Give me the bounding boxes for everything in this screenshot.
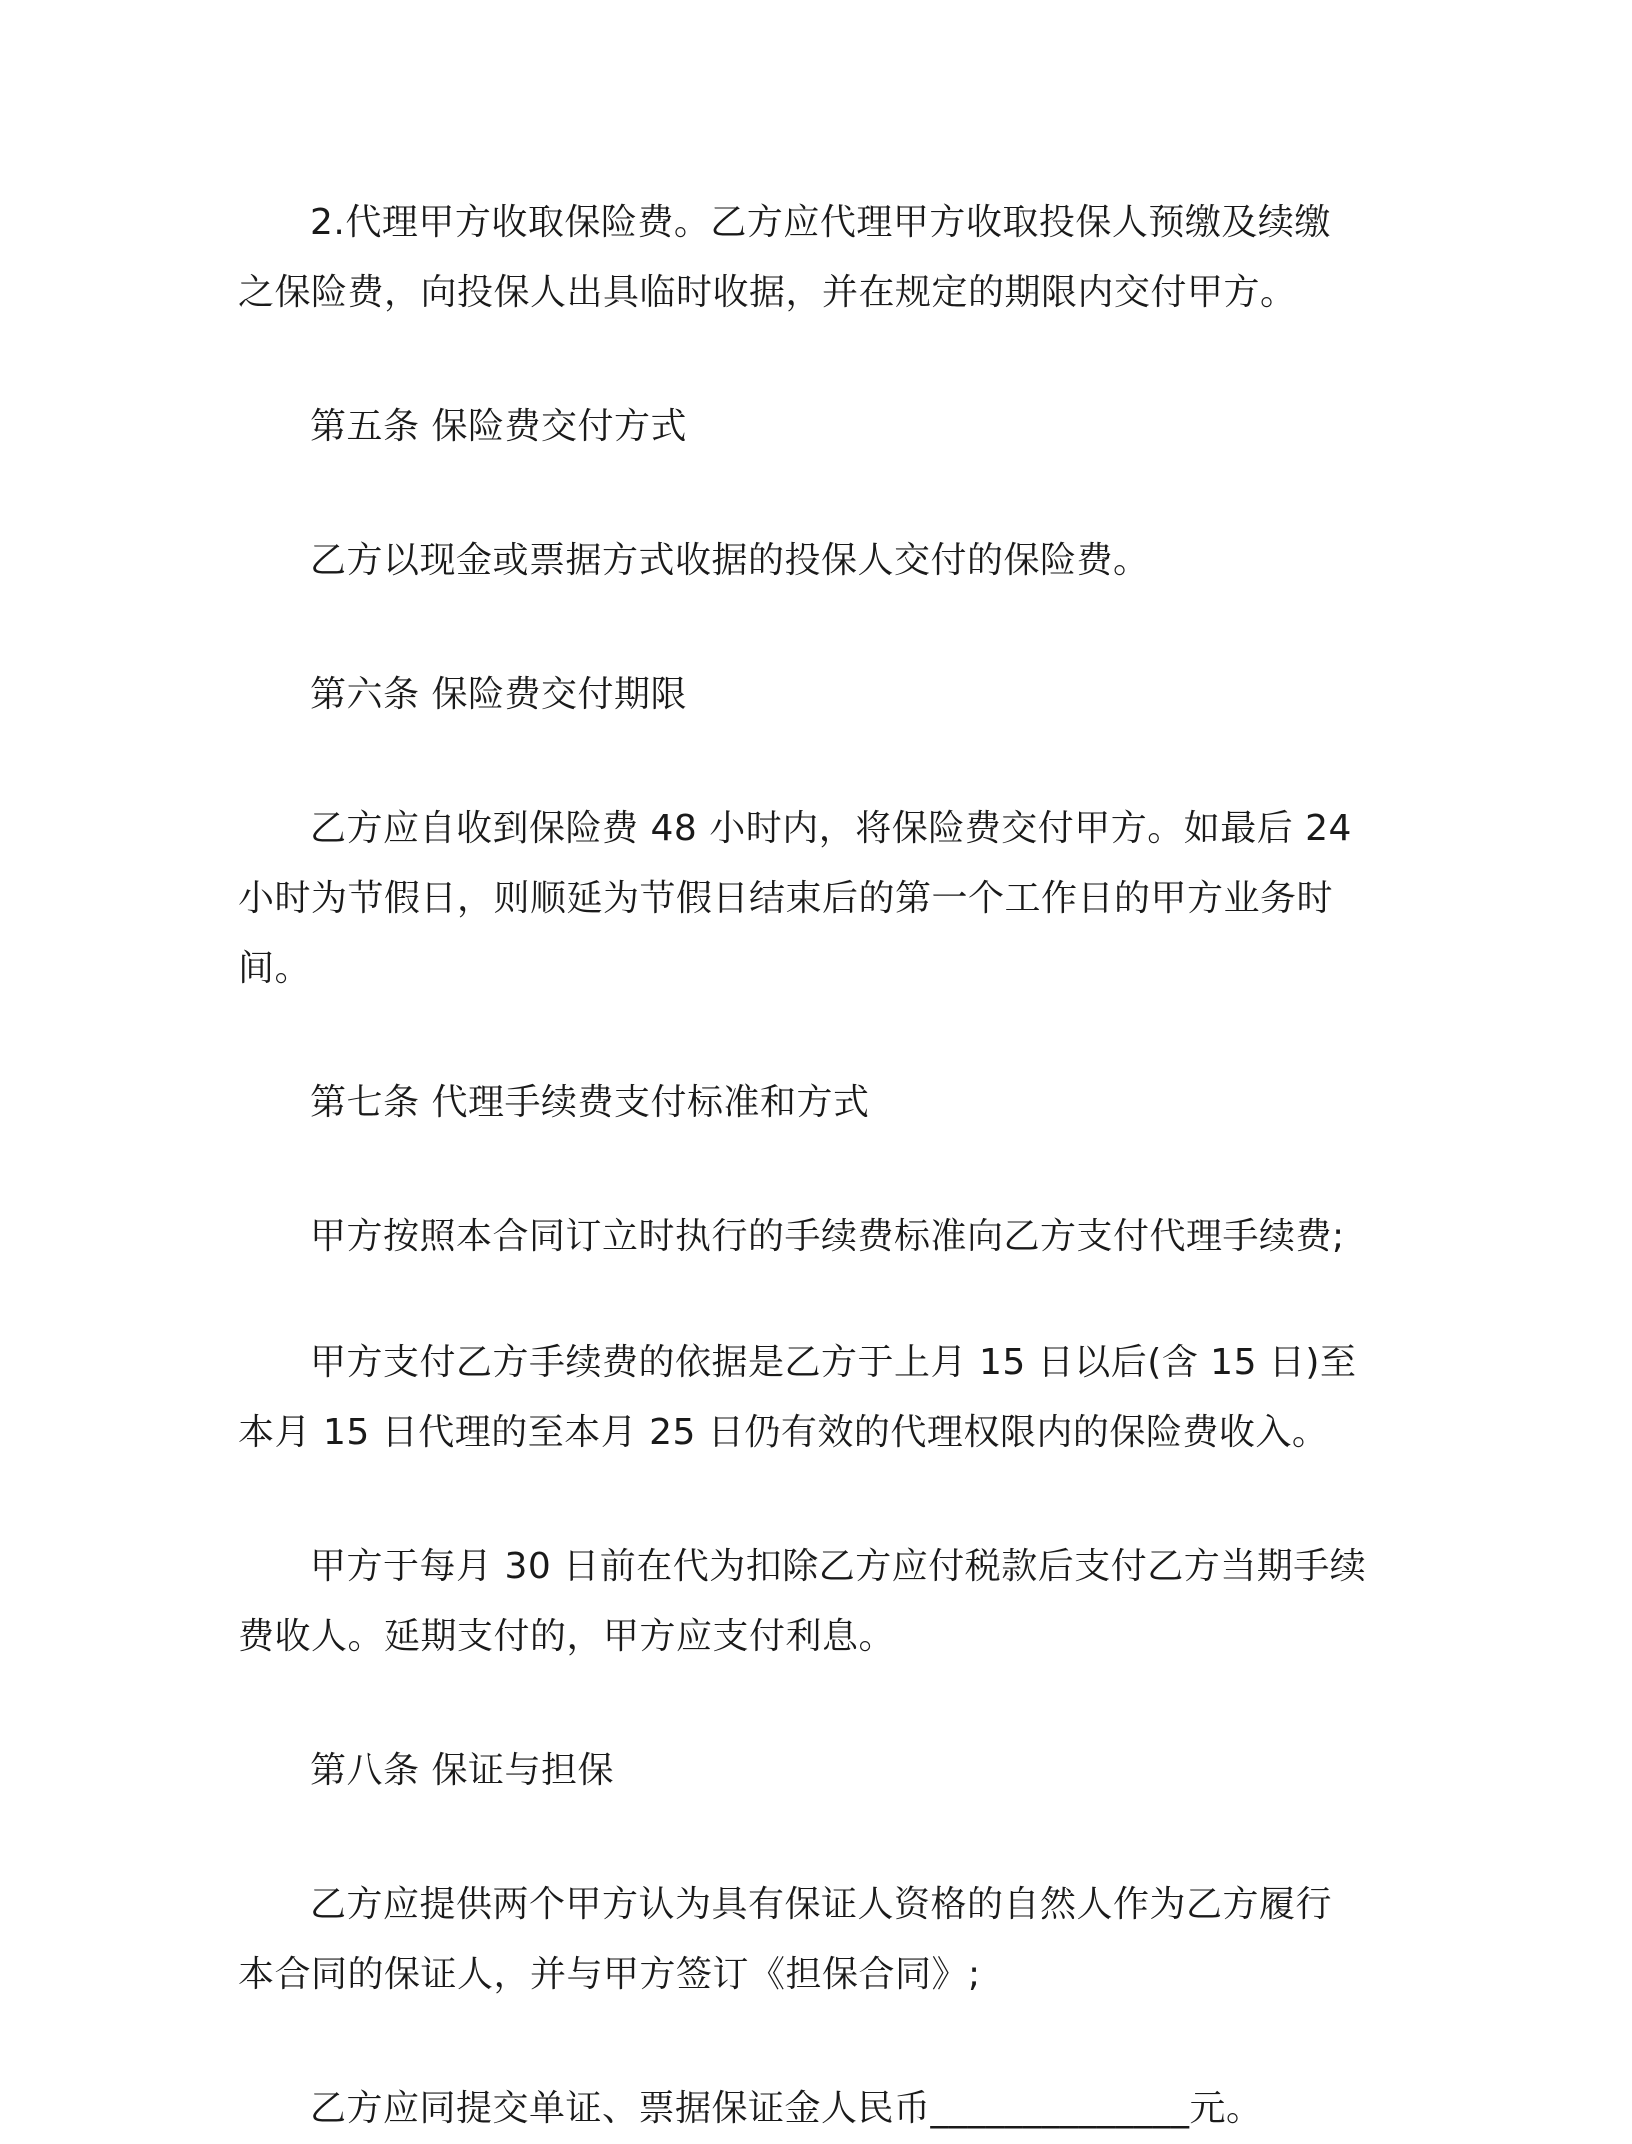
document-page [238,188,1378,2144]
article-6-heading: 第六条 保险费交付期限 [310,674,687,715]
text-line: 小时为节假日，则顺延为节假日结束后的第一个工作日的甲方业务时 [238,878,1334,919]
text-line: 本月 15 日代理的至本月 25 日仍有效的代理权限内的保险费收入。 [238,1412,1329,1453]
article-5-body: 乙方以现金或票据方式收据的投保人交付的保险费。 [310,540,1150,581]
text-line: 乙方应自收到保险费 48 小时内，将保险费交付甲方。如最后 24 [310,808,1352,849]
article-7-body-3 [238,1532,1378,1672]
article-8-heading: 第八条 保证与担保 [310,1750,614,1791]
article-8-body-1 [238,1870,1378,2010]
article-7-body-2 [238,1328,1378,1468]
text-line: 甲方于每月 30 日前在代为扣除乙方应付税款后支付乙方当期手续 [310,1546,1367,1587]
article-5-heading: 第五条 保险费交付方式 [310,406,687,447]
paragraph-agency-collection [238,188,1378,328]
article-7-body-1: 甲方按照本合同订立时执行的手续费标准向乙方支付代理手续费; [310,1216,1345,1257]
article-6-body [238,794,1378,1004]
text-line: 2.代理甲方收取保险费。乙方应代理甲方收取投保人预缴及续缴 [310,202,1331,243]
article-8-body-2: 乙方应同提交单证、票据保证金人民币______________元。 [310,2088,1263,2129]
text-line: 甲方支付乙方手续费的依据是乙方于上月 15 日以后(含 15 日)至 [310,1342,1357,1383]
text-line: 乙方应提供两个甲方认为具有保证人资格的自然人作为乙方履行 [310,1884,1333,1925]
text-line: 本合同的保证人，并与甲方签订《担保合同》; [238,1954,981,1995]
article-7-heading: 第七条 代理手续费支付标准和方式 [310,1082,870,1123]
text-line: 之保险费，向投保人出具临时收据，并在规定的期限内交付甲方。 [238,272,1297,313]
text-line: 费收人。延期支付的，甲方应支付利息。 [238,1616,896,1657]
text-line: 间。 [238,948,312,989]
